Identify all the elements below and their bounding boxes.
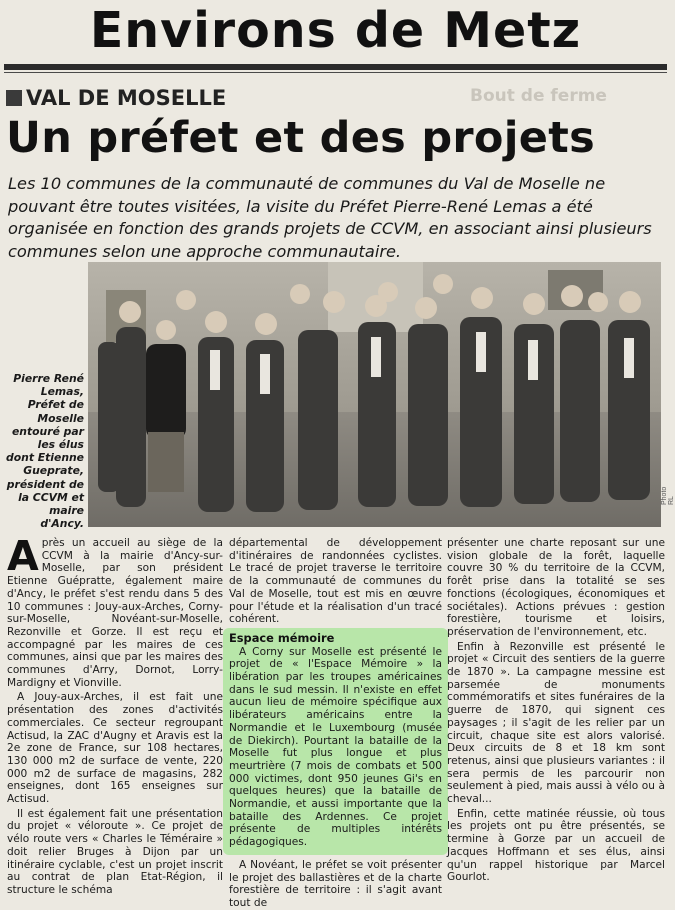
paragraph	[7, 532, 223, 689]
article-column-2	[229, 537, 442, 909]
paragraph-text: près un accueil au siège de la CCVM à la mairie d'Ancy-sur-Moselle, par son président Etienne Guépratte, également maire d'Ancy, le préfet s'est rendu dans 5 des 10 communes : Jouy-aux-Arches, Corny-sur-Moselle, Novéant-sur-Moselle, Rezonville et Gorze. Il est reçu et accompagné par les maires de ces communes, ainsi que par les maires des communes d'Arry, Dornot, Lorry-Mardigny et Vionville.	[7, 537, 223, 689]
headline: Un préfet et des projets	[6, 113, 596, 163]
photo-credit: Photo RL	[661, 486, 675, 505]
highlight-box	[223, 628, 448, 855]
article-column-3	[447, 537, 665, 884]
show-through-text: Bout de ferme	[470, 86, 607, 106]
paragraph: Enfin à Rezonville est présenté le projet « Circuit des sentiers de la guerre de 1870 ». La campagne messine est parsemée de monuments commémoratifs et sites funéraires de la guerre de 1870, qui signent ces paysages ; il s'agit de les relier par un circuit, chaque site est alors valorisé. Deux circuits de 8 et 18 km sont retenus, ainsi que plusieurs variantes : il sera permis de les parcourir non seulement à pied, mais aussi à vélo ou à cheval...	[447, 640, 665, 806]
lead-paragraph: Les 10 communes de la communauté de communes du Val de Moselle ne pouvant être toutes visitées, la visite du Préfet Pierre-René Lemas a été organisée en fonction des grands projets de CCVM, en associant ainsi plusieurs communes selon une approche communautaire.	[8, 174, 652, 261]
article-column-1	[7, 532, 223, 896]
header-rule	[4, 64, 667, 70]
group-photo	[88, 262, 661, 527]
photo-caption: Pierre René Lemas, Préfet de Moselle entouré par les élus dont Etienne Gueprate, président de la CCVM et maire d'Ancy.	[6, 372, 85, 531]
section-tag	[6, 86, 226, 110]
box-title: Espace mémoire	[229, 630, 335, 645]
section-square-icon	[6, 90, 22, 106]
drop-cap: A	[7, 532, 39, 580]
box-paragraph: A Corny sur Moselle est présenté le projet de « l'Espace Mémoire » la libération par les troupes américaines dans le sud messin. Il n'existe en effet aucun lieu de mémoire spécifique aux libérateurs américains entre la Normandie et le Luxembourg (musée de Diekirch). Pourtant la bataille de la Moselle fut plus longue et plus meurtrière (7 mois de combats et 500 000 victimes, dont 950 jeunes Gi's en quelques heures) que la bataille de Normandie, et aussi importante que la bataille des Ardennes. Ce projet présente de multiples intérêts pédagogiques.	[229, 645, 442, 849]
group-photo-illustration	[88, 262, 661, 527]
rubric-title: Environs de Metz	[89, 2, 582, 59]
paragraph: A Jouy-aux-Arches, il est fait une présentation des zones d'activités commerciales. Ce secteur regroupant Actisud, la ZAC d'Augny et Aravis est la 2e zone de France, sur 108 hectares, 130 000 m2 de surface de vente, 220 000 m2 de surface de magasins, 282 enseignes, dont 165 enseignes sur Actisud.	[7, 691, 223, 806]
paragraph: présenter une charte reposant sur une vision globale de la forêt, laquelle couvre 30 % du territoire de la CCVM, forêt prise dans la totalité se ses fonctions (écologiques, économiques et sociétales). Actions prévues : gestion forestière, tourisme et loisirs, préservation de l'environnement, etc.	[447, 537, 665, 638]
paragraph: Il est également fait une présentation du projet « véloroute ». Ce projet de vélo route vers « Charles le Téméraire » doit relier Bruges à Dijon par un itinéraire cyclable, c'est un projet inscrit au contrat de plan Etat-Région, il structure le schéma	[7, 807, 223, 896]
section-label: VAL DE MOSELLE	[26, 86, 227, 110]
header-rule-thin	[4, 72, 667, 73]
paragraph: Enfin, cette matinée réussie, où tous les projets ont pu être présentés, se termine à Gorze par un accueil de Jacques Hoffmann et ses élus, ainsi qu'un rappel historique par Marcel Gourlot.	[447, 807, 665, 884]
paragraph: départemental de développement d'itinéraires de randonnées cyclistes. Le tracé de projet traverse le territoire de la communauté de communes du Val de Moselle, tout est mis en œuvre pour l'étude et la réalisation d'un tracé cohérent.	[229, 537, 442, 626]
paragraph: A Novéant, le préfet se voit présenter le projet des ballastières et de la charte forestière de territoire : il s'agit avant tout de	[229, 858, 442, 909]
